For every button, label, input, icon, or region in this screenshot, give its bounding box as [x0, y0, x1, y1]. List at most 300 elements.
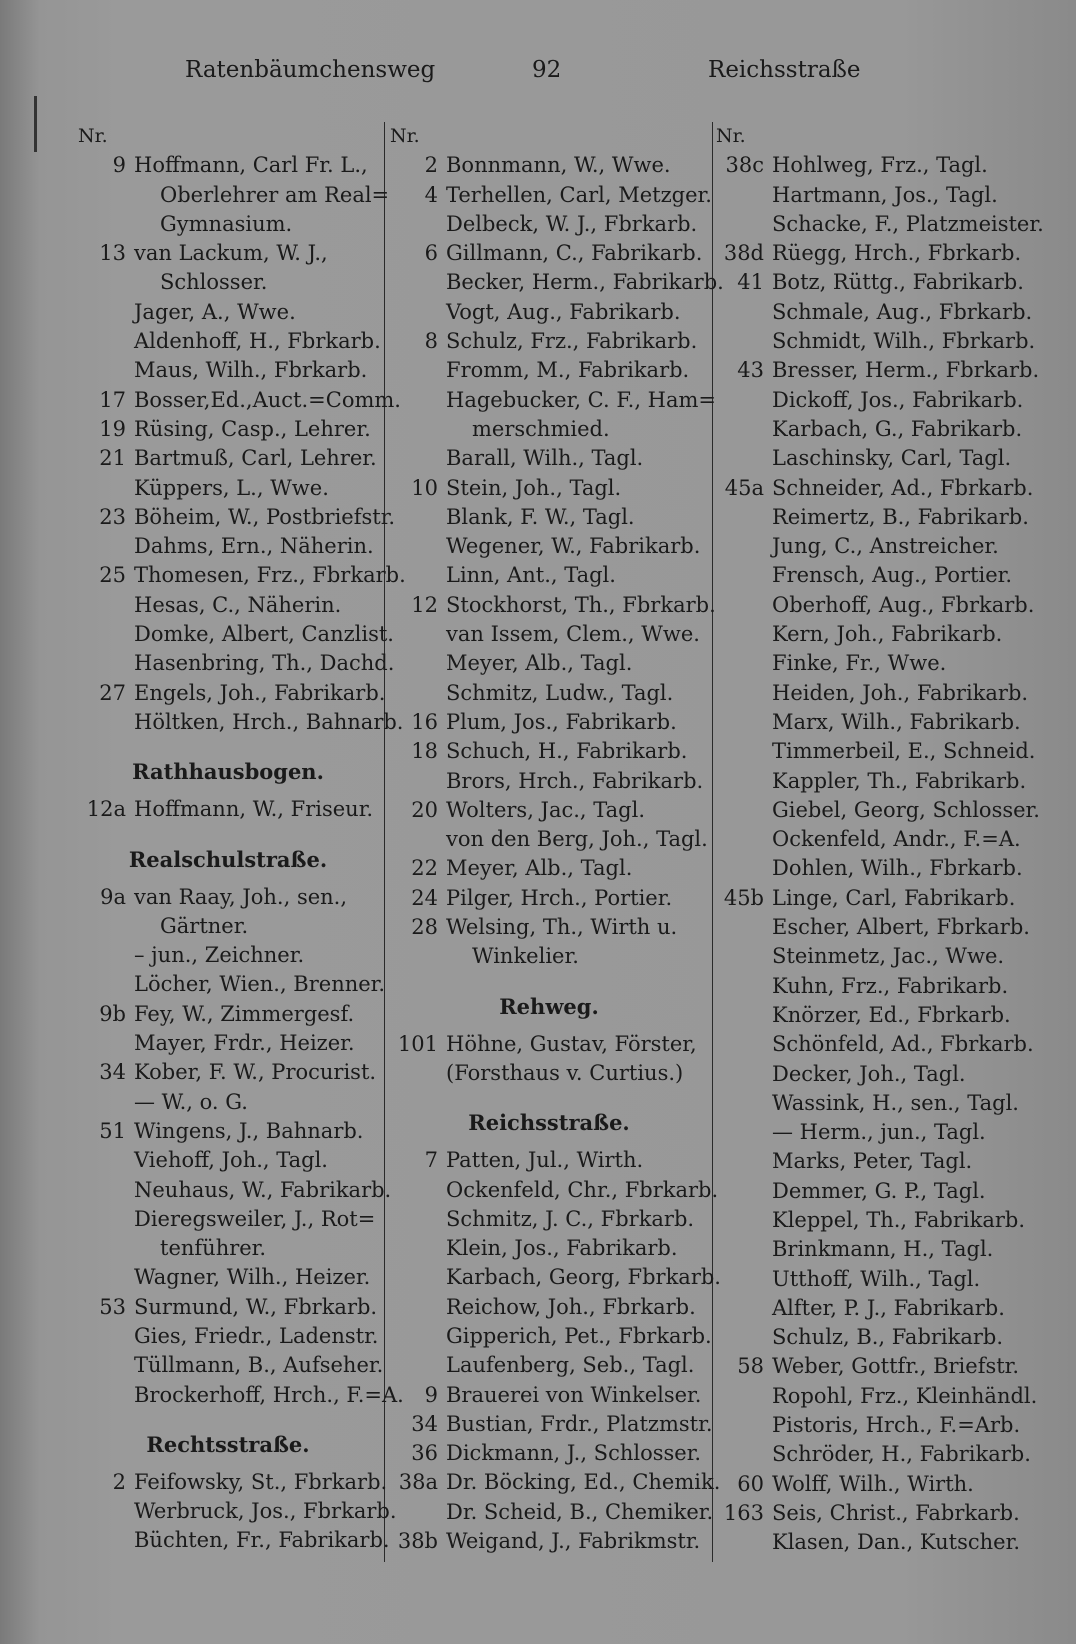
resident-text: Höhne, Gustav, Förster, — [446, 1031, 697, 1056]
directory-entry — [78, 649, 395, 678]
resident-text: Schulz, Frz., Fabrikarb. — [446, 329, 698, 354]
header-right-street: Reichsstraße — [708, 57, 861, 83]
house-number — [390, 1293, 446, 1322]
resident-text: Plum, Jos., Fabrikarb. — [446, 709, 677, 734]
resident-text: Terhellen, Carl, Metzger. — [446, 182, 712, 207]
resident-text: Bartmuß, Carl, Lehrer. — [134, 446, 377, 471]
house-number — [78, 268, 134, 297]
house-number: 34 — [411, 1411, 438, 1436]
resident-text: Hasenbring, Th., Dachd. — [134, 651, 395, 676]
resident-text: Brauerei von Winkelser. — [446, 1382, 702, 1407]
directory-entry — [390, 884, 708, 913]
resident-text: Gymnasium. — [160, 211, 293, 236]
resident-text: Surmund, W., Fbrkarb. — [134, 1294, 378, 1319]
resident-text: Klein, Jos., Fabrikarb. — [446, 1236, 678, 1261]
resident-text: Thomesen, Frz., Fbrkarb. — [134, 563, 406, 588]
resident-text: Hoffmann, W., Friseur. — [134, 797, 374, 822]
house-number: 41 — [737, 270, 764, 295]
directory-entry — [78, 415, 378, 444]
directory-entry — [78, 1381, 404, 1410]
resident-text: (Forsthaus v. Curtius.) — [446, 1060, 684, 1085]
house-number — [390, 532, 446, 561]
directory-entry — [390, 825, 708, 854]
directory-entry — [78, 591, 378, 620]
house-number — [716, 649, 772, 678]
house-number — [716, 942, 772, 971]
directory-entry — [716, 503, 1046, 532]
house-number — [716, 737, 772, 766]
directory-entry — [716, 1060, 1046, 1089]
resident-text: Wolters, Jac., Tagl. — [446, 797, 646, 822]
directory-entry — [716, 415, 1046, 444]
directory-entry — [78, 1088, 378, 1117]
resident-text: Gärtner. — [160, 913, 249, 938]
entry-continuation — [78, 912, 378, 941]
house-number: 43 — [737, 358, 764, 383]
directory-entry — [716, 737, 1046, 766]
resident-text: Höltken, Hrch., Bahnarb. — [134, 709, 404, 734]
resident-text: Giebel, Georg, Schlosser. — [772, 797, 1040, 822]
directory-entry — [716, 1499, 1046, 1528]
house-number: 18 — [411, 739, 438, 764]
house-number — [78, 1146, 134, 1175]
house-number — [78, 1029, 134, 1058]
house-number — [78, 210, 134, 239]
house-number — [78, 649, 134, 678]
house-number — [390, 1059, 446, 1088]
house-number: 21 — [99, 446, 126, 471]
resident-text: Schmale, Aug., Fbrkarb. — [772, 299, 1033, 324]
resident-text: Ockenfeld, Andr., F.=A. — [772, 827, 1021, 852]
house-number — [716, 1001, 772, 1030]
house-number — [716, 298, 772, 327]
house-number — [716, 1118, 772, 1147]
house-number — [716, 415, 772, 444]
directory-entry — [716, 561, 1046, 590]
resident-text: Dr. Scheid, B., Chemiker. — [446, 1499, 714, 1524]
resident-text: van Raay, Joh., sen., — [134, 884, 348, 909]
directory-entry — [78, 1117, 378, 1146]
house-number: 53 — [99, 1294, 126, 1319]
house-number — [390, 1263, 446, 1292]
directory-entry — [390, 1146, 708, 1175]
house-number — [78, 941, 134, 970]
resident-text: Wassink, H., sen., Tagl. — [772, 1090, 1019, 1115]
street-heading: Realschulstraße. — [128, 846, 328, 872]
resident-text: van Issem, Clem., Wwe. — [446, 622, 700, 647]
resident-text: Schacke, F., Platzmeister. — [772, 211, 1044, 236]
resident-text: Delbeck, W. J., Fbrkarb. — [446, 211, 698, 236]
house-number: 38b — [397, 1529, 438, 1554]
house-number: 2 — [424, 153, 438, 178]
directory-entry — [78, 1322, 378, 1351]
directory-entry — [716, 972, 1046, 1001]
directory-entry — [716, 1470, 1046, 1499]
directory-entry — [716, 268, 1046, 297]
directory-entry — [390, 1059, 708, 1088]
column-3 — [716, 122, 1046, 1558]
resident-text: Schulz, B., Fabrikarb. — [772, 1325, 1004, 1350]
resident-text: Gillmann, C., Fabrikarb. — [446, 241, 703, 266]
house-number — [716, 327, 772, 356]
directory-entry — [716, 1440, 1046, 1469]
resident-text: Fey, W., Zimmergesf. — [134, 1001, 355, 1026]
directory-entry — [716, 1089, 1046, 1118]
directory-entry — [716, 181, 1046, 210]
resident-text: Dahms, Ern., Näherin. — [134, 534, 374, 559]
house-number: 163 — [723, 1500, 764, 1525]
house-number: 20 — [411, 797, 438, 822]
resident-text: Dr. Böcking, Ed., Chemik. — [446, 1470, 721, 1495]
house-number — [390, 649, 446, 678]
resident-text: Brinkmann, H., Tagl. — [772, 1237, 994, 1262]
house-number — [78, 1381, 134, 1410]
resident-text: Patten, Jul., Wirth. — [446, 1148, 644, 1173]
directory-entry — [390, 327, 708, 356]
directory-entry — [716, 1177, 1046, 1206]
column-divider — [384, 122, 385, 1562]
directory-entry — [78, 679, 386, 708]
house-number: 28 — [411, 915, 438, 940]
directory-entry — [716, 1265, 1046, 1294]
house-number — [78, 591, 134, 620]
directory-entry — [78, 970, 386, 999]
house-number — [390, 1322, 446, 1351]
house-number — [78, 532, 134, 561]
resident-text: Weber, Gottfr., Briefstr. — [772, 1354, 1020, 1379]
resident-text: merschmied. — [472, 416, 610, 441]
house-number — [716, 679, 772, 708]
directory-entry — [716, 532, 1046, 561]
house-number — [78, 1205, 134, 1234]
house-number: 23 — [99, 504, 126, 529]
resident-text: Laschinsky, Carl, Tagl. — [772, 446, 1012, 471]
directory-entry — [390, 386, 717, 415]
house-number — [716, 444, 772, 473]
directory-entry — [716, 708, 1046, 737]
directory-entry — [390, 649, 708, 678]
directory-entry — [390, 591, 716, 620]
resident-text: Barall, Wilh., Tagl. — [446, 446, 644, 471]
resident-text: Marks, Peter, Tagl. — [772, 1149, 973, 1174]
resident-text: Werbruck, Jos., Fbrkarb. — [134, 1499, 397, 1524]
house-number: 16 — [411, 709, 438, 734]
resident-text: Finke, Fr., Wwe. — [772, 651, 947, 676]
resident-text: Karbach, Georg, Fbrkarb. — [446, 1265, 721, 1290]
directory-entry — [390, 503, 708, 532]
resident-text: Oberlehrer am Real= — [160, 182, 390, 207]
house-number — [78, 474, 134, 503]
resident-text: Escher, Albert, Fbrkarb. — [772, 915, 1030, 940]
directory-entry — [390, 151, 708, 180]
house-number — [78, 970, 134, 999]
directory-entry — [390, 268, 724, 297]
house-number: 10 — [411, 475, 438, 500]
house-number — [716, 503, 772, 532]
resident-text: Bonnmann, W., Wwe. — [446, 153, 671, 178]
directory-entry — [716, 444, 1046, 473]
directory-entry — [716, 620, 1046, 649]
resident-text: Schuch, H., Fabrikarb. — [446, 739, 688, 764]
resident-text: Reichow, Joh., Fbrkarb. — [446, 1294, 696, 1319]
resident-text: Viehoff, Joh., Tagl. — [134, 1148, 328, 1173]
resident-text: Schlosser. — [160, 270, 268, 295]
directory-entry — [390, 1468, 721, 1497]
column-2 — [390, 122, 724, 1556]
house-number — [716, 1382, 772, 1411]
house-number: 13 — [99, 241, 126, 266]
directory-entry — [78, 327, 381, 356]
resident-text: Aldenhoff, H., Fbrkarb. — [134, 329, 381, 354]
resident-text: Weigand, J., Fabrikmstr. — [446, 1529, 701, 1554]
entry-continuation — [78, 268, 378, 297]
house-number — [716, 1206, 772, 1235]
directory-entry — [390, 708, 708, 737]
house-number: 51 — [99, 1118, 126, 1143]
column-divider — [712, 122, 713, 1562]
resident-text: Ockenfeld, Chr., Fbrkarb. — [446, 1177, 719, 1202]
house-number: 12a — [86, 797, 126, 822]
resident-text: Timmerbeil, E., Schneid. — [772, 739, 1036, 764]
house-number — [78, 1497, 134, 1526]
street-heading: Rathhausbogen. — [132, 759, 324, 785]
resident-text: Böheim, W., Postbriefstr. — [134, 504, 396, 529]
resident-text: Frensch, Aug., Portier. — [772, 563, 1013, 588]
entry-continuation — [390, 942, 708, 971]
resident-text: Bustian, Frdr., Platzmstr. — [446, 1411, 713, 1436]
house-number: 27 — [99, 680, 126, 705]
resident-text: Hohlweg, Frz., Tagl. — [772, 153, 988, 178]
resident-text: Rüegg, Hrch., Fbrkarb. — [772, 241, 1022, 266]
house-number — [716, 796, 772, 825]
house-number — [716, 825, 772, 854]
directory-entry — [716, 854, 1046, 883]
house-number — [716, 708, 772, 737]
house-number: 38d — [723, 241, 764, 266]
resident-text: Schmitz, Ludw., Tagl. — [446, 680, 674, 705]
directory-entry — [716, 386, 1046, 415]
directory-entry — [390, 1439, 708, 1468]
house-number — [390, 679, 446, 708]
house-number — [390, 767, 446, 796]
directory-entry — [390, 737, 708, 766]
directory-entry — [716, 151, 1046, 180]
directory-entry — [390, 1410, 713, 1439]
directory-entry — [390, 1381, 708, 1410]
directory-entry — [390, 796, 708, 825]
house-number — [716, 854, 772, 883]
house-number — [716, 1411, 772, 1440]
house-number: 9 — [424, 1382, 438, 1407]
house-number — [390, 561, 446, 590]
street-heading: Rechtsstraße. — [146, 1431, 310, 1457]
resident-text: Bresser, Herm., Fbrkarb. — [772, 358, 1040, 383]
resident-text: Wolff, Wilh., Wirth. — [772, 1471, 974, 1496]
resident-text: Kober, F. W., Procurist. — [134, 1060, 377, 1085]
house-number: 24 — [411, 885, 438, 910]
house-number — [390, 1205, 446, 1234]
resident-text: Wingens, J., Bahnarb. — [134, 1118, 364, 1143]
resident-text: Winkelier. — [472, 944, 579, 969]
resident-text: Dohlen, Wilh., Fbrkarb. — [772, 856, 1023, 881]
resident-text: Büchten, Fr., Fabrikarb. — [134, 1528, 390, 1553]
directory-entry — [78, 1293, 378, 1322]
house-number — [390, 298, 446, 327]
directory-entry — [390, 679, 708, 708]
house-number — [716, 1294, 772, 1323]
resident-text: Maus, Wilh., Fbrkarb. — [134, 358, 368, 383]
column-1 — [78, 122, 406, 1556]
resident-text: — Herm., jun., Tagl. — [772, 1120, 986, 1145]
directory-entry — [716, 1352, 1046, 1381]
house-number — [716, 1440, 772, 1469]
house-number — [390, 942, 446, 971]
entry-continuation — [390, 415, 708, 444]
directory-entry — [78, 239, 378, 268]
house-number: 22 — [411, 856, 438, 881]
resident-text: Botz, Rüttg., Fabrikarb. — [772, 270, 1024, 295]
header-left-street: Ratenbäumchensweg — [185, 57, 436, 83]
directory-entry — [390, 1176, 719, 1205]
house-number: 60 — [737, 1471, 764, 1496]
house-number — [78, 327, 134, 356]
resident-text: Mayer, Frdr., Heizer. — [134, 1031, 355, 1056]
house-number: 101 — [397, 1031, 438, 1056]
house-number: 45a — [724, 475, 764, 500]
house-number: 45b — [723, 885, 764, 910]
directory-entry — [716, 1528, 1046, 1557]
house-number — [78, 1526, 134, 1555]
directory-entry — [390, 298, 708, 327]
directory-entry — [716, 1323, 1046, 1352]
house-number: 2 — [112, 1469, 126, 1494]
directory-entry — [78, 1058, 378, 1087]
house-number — [716, 972, 772, 1001]
house-number — [78, 181, 134, 210]
resident-text: Domke, Albert, Canzlist. — [134, 622, 394, 647]
directory-entry — [716, 913, 1046, 942]
directory-entry — [716, 298, 1046, 327]
house-number — [78, 912, 134, 941]
resident-text: Marx, Wilh., Fabrikarb. — [772, 709, 1021, 734]
directory-entry — [390, 620, 708, 649]
resident-text: Brockerhoff, Hrch., F.=A. — [134, 1382, 404, 1407]
directory-entry — [716, 1294, 1046, 1323]
house-number: 6 — [424, 241, 438, 266]
resident-text: Meyer, Alb., Tagl. — [446, 651, 633, 676]
directory-entry — [78, 1146, 378, 1175]
directory-entry — [716, 591, 1046, 620]
resident-text: Schneider, Ad., Fbrkarb. — [772, 475, 1034, 500]
house-number: 12 — [411, 592, 438, 617]
resident-text: Schönfeld, Ad., Fbrkarb. — [772, 1032, 1034, 1057]
house-number — [716, 532, 772, 561]
resident-text: Laufenberg, Seb., Tagl. — [446, 1353, 695, 1378]
directory-entry — [78, 1526, 390, 1555]
directory-entry — [716, 884, 1046, 913]
resident-text: Schmitz, J. C., Fbrkarb. — [446, 1206, 695, 1231]
house-number — [390, 210, 446, 239]
directory-entry — [390, 181, 712, 210]
directory-entry — [390, 1030, 708, 1059]
house-number — [716, 1147, 772, 1176]
house-number — [716, 767, 772, 796]
directory-entry — [78, 1263, 378, 1292]
resident-text: Schmidt, Wilh., Fbrkarb. — [772, 329, 1036, 354]
house-number — [716, 1323, 772, 1352]
resident-text: Fromm, M., Fabrikarb. — [446, 358, 690, 383]
house-number — [716, 591, 772, 620]
directory-entry — [716, 210, 1046, 239]
house-number: 25 — [99, 563, 126, 588]
directory-entry — [390, 444, 708, 473]
house-number — [78, 620, 134, 649]
directory-entry — [78, 561, 406, 590]
resident-text: Wagner, Wilh., Heizer. — [134, 1265, 371, 1290]
directory-entry — [78, 883, 378, 912]
house-number: 9b — [99, 1001, 126, 1026]
directory-entry — [78, 1029, 378, 1058]
house-number — [716, 561, 772, 590]
directory-entry — [78, 1176, 392, 1205]
house-number — [78, 298, 134, 327]
resident-text: Vogt, Aug., Fabrikarb. — [446, 299, 681, 324]
directory-entry — [390, 1351, 708, 1380]
directory-entry — [716, 1411, 1046, 1440]
house-number: 9 — [112, 153, 126, 178]
resident-text: Pistoris, Hrch., F.=Arb. — [772, 1413, 1021, 1438]
directory-entry — [716, 1030, 1046, 1059]
resident-text: Becker, Herm., Fabrikarb. — [446, 270, 724, 295]
directory-entry — [390, 1293, 708, 1322]
directory-entry — [716, 1001, 1046, 1030]
resident-text: Welsing, Th., Wirth u. — [446, 915, 678, 940]
house-number: 8 — [424, 329, 438, 354]
house-number — [716, 1235, 772, 1264]
nr-label: Nr. — [390, 125, 420, 147]
house-number — [716, 210, 772, 239]
house-number: 38c — [725, 153, 764, 178]
house-number: 4 — [424, 182, 438, 207]
directory-entry — [716, 356, 1046, 385]
directory-entry — [716, 942, 1046, 971]
house-number — [716, 1030, 772, 1059]
directory-entry — [716, 239, 1046, 268]
directory-entry — [78, 474, 378, 503]
directory-entry — [716, 474, 1046, 503]
directory-entry — [390, 913, 708, 942]
resident-text: Bosser,Ed.,Auct.=Comm. — [134, 387, 401, 412]
resident-text: Hagebucker, C. F., Ham= — [446, 387, 717, 412]
directory-entry — [78, 503, 396, 532]
house-number — [78, 1351, 134, 1380]
house-number: 17 — [99, 387, 126, 412]
directory-entry — [78, 298, 378, 327]
resident-text: Ropohl, Frz., Kleinhändl. — [772, 1383, 1038, 1408]
resident-text: Klasen, Dan., Kutscher. — [772, 1530, 1021, 1555]
street-heading: Rehweg. — [499, 993, 599, 1019]
resident-text: Blank, F. W., Tagl. — [446, 504, 635, 529]
resident-text: Stockhorst, Th., Fbrkarb. — [446, 592, 716, 617]
house-number — [78, 356, 134, 385]
directory-entry — [78, 1351, 384, 1380]
house-number: 9a — [100, 884, 126, 909]
directory-entry — [78, 1468, 388, 1497]
resident-text: Steinmetz, Jac., Wwe. — [772, 944, 1005, 969]
house-number — [716, 913, 772, 942]
resident-text: — W., o. G. — [134, 1089, 248, 1114]
resident-text: Engels, Joh., Fabrikarb. — [134, 680, 386, 705]
